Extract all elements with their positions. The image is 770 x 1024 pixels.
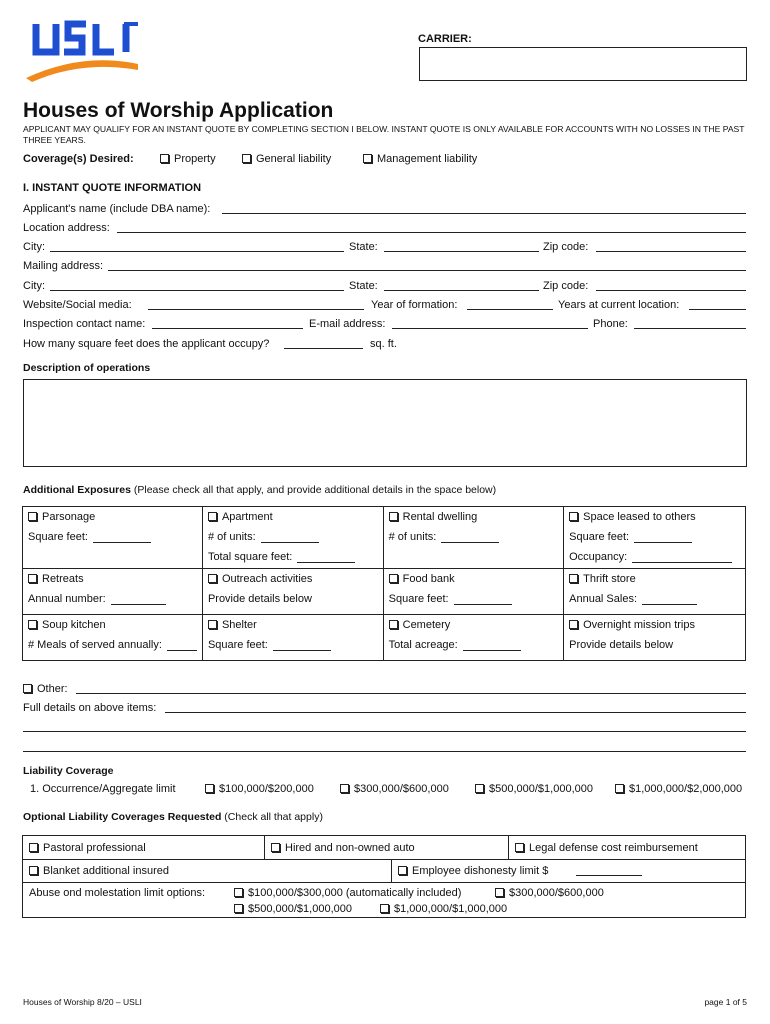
- exposure-cell: [23, 569, 203, 615]
- email-field[interactable]: [392, 328, 588, 329]
- detail-field[interactable]: [261, 532, 319, 543]
- exposure-soup-kitchen-checkbox[interactable]: [23, 615, 202, 635]
- optional-heading-note: (Check all that apply): [221, 811, 323, 823]
- exposure-title: Overnight mission trips: [583, 619, 695, 631]
- exposure-detail-label: Annual Sales:: [569, 593, 638, 605]
- zip-label: Zip code:: [543, 241, 589, 253]
- coverage-gl-checkbox[interactable]: [242, 153, 331, 165]
- exposure-parsonage-checkbox[interactable]: [23, 507, 202, 527]
- years-location-label: Years at current location:: [558, 299, 680, 311]
- limit-1m-checkbox[interactable]: [615, 783, 742, 795]
- option-label: Hired and non-owned auto: [285, 842, 415, 854]
- option-label: $300,000/$600,000: [509, 887, 604, 899]
- exposure-detail: [203, 589, 383, 609]
- optional-divider: [391, 859, 392, 882]
- detail-field[interactable]: [167, 640, 197, 651]
- exposure-title: Food bank: [402, 573, 455, 585]
- phone-field[interactable]: [634, 328, 746, 329]
- checkbox-icon: [28, 574, 37, 583]
- checkbox-icon: [234, 888, 243, 897]
- exposures-table: [22, 506, 746, 661]
- exposure-title: Thrift store: [583, 573, 636, 585]
- state-label: State:: [349, 241, 378, 253]
- mailing-zip-label: Zip code:: [543, 280, 589, 292]
- occurrence-label: 1. Occurrence/Aggregate limit: [30, 783, 176, 795]
- exposure-detail: [23, 527, 202, 547]
- checkbox-icon: [363, 154, 372, 163]
- limit-label: $100,000/$200,000: [219, 783, 314, 795]
- legal-defense-checkbox[interactable]: [515, 842, 698, 854]
- square-feet-field[interactable]: [284, 348, 363, 349]
- other-checkbox[interactable]: [23, 683, 68, 695]
- exposures-heading: [23, 484, 496, 496]
- coverage-option-label: General liability: [256, 153, 332, 165]
- abuse-1m-checkbox[interactable]: [380, 903, 507, 915]
- mailing-zip-field[interactable]: [596, 290, 746, 291]
- exposure-cell: [383, 507, 564, 569]
- exposure-title: Outreach activities: [221, 573, 313, 585]
- exposure-title: Soup kitchen: [42, 619, 106, 631]
- footer-page-number: page 1 of 5: [704, 997, 747, 1007]
- exposure-cell: [383, 569, 564, 615]
- checkbox-icon: [234, 904, 243, 913]
- email-label: E-mail address:: [309, 318, 386, 330]
- optional-divider: [23, 882, 745, 883]
- full-details-line-3[interactable]: [23, 751, 746, 752]
- website-field[interactable]: [148, 309, 364, 310]
- description-heading: Description of operations: [23, 362, 151, 374]
- coverage-option-label: Property: [174, 153, 216, 165]
- city-label: City:: [23, 241, 45, 253]
- location-address-field[interactable]: [117, 232, 746, 233]
- exposure-title: Cemetery: [402, 619, 451, 631]
- state-field[interactable]: [384, 251, 539, 252]
- years-location-field[interactable]: [689, 309, 746, 310]
- exposure-detail-label: Annual number:: [28, 593, 106, 605]
- abuse-label: Abuse ond molestation limit options:: [29, 887, 206, 899]
- checkbox-icon: [340, 784, 349, 793]
- optional-coverages-box: [22, 835, 746, 918]
- coverage-property-checkbox[interactable]: [160, 153, 216, 165]
- dishonesty-checkbox[interactable]: [398, 865, 548, 877]
- checkbox-icon: [208, 574, 217, 583]
- zip-field[interactable]: [596, 251, 746, 252]
- other-field[interactable]: [76, 693, 746, 694]
- exposure-outreach-checkbox[interactable]: [203, 569, 383, 589]
- description-textarea[interactable]: [23, 379, 747, 467]
- checkbox-icon: [495, 888, 504, 897]
- option-label: Legal defense cost reimbursement: [529, 842, 698, 854]
- detail-field[interactable]: [441, 532, 499, 543]
- exposure-cell: [202, 507, 383, 569]
- blanket-ai-checkbox[interactable]: [29, 865, 169, 877]
- exposure-title: Retreats: [42, 573, 84, 585]
- exposure-detail: [384, 589, 564, 609]
- exposure-cemetery-checkbox[interactable]: [384, 615, 564, 635]
- option-label: $1,000,000/$1,000,000: [394, 903, 508, 915]
- option-label: Employee dishonesty limit $: [412, 865, 549, 877]
- exposure-title: Rental dwelling: [402, 511, 478, 523]
- option-label: $100,000/$300,000 (automatically included): [248, 887, 462, 899]
- inspection-contact-field[interactable]: [152, 328, 303, 329]
- hired-auto-checkbox[interactable]: [271, 842, 415, 854]
- abuse-500k-checkbox[interactable]: [234, 903, 352, 915]
- instant-quote-notice: APPLICANT MAY QUALIFY FOR AN INSTANT QUOTE BY COMPLETING SECTION I BELOW. INSTANT QUOTE IS ONLY AVAILABLE FOR ACCOUNTS WITH NO LOSSES IN THE PAST THREE YEARS.: [23, 124, 745, 145]
- detail-field[interactable]: [634, 532, 692, 543]
- exposure-shelter-checkbox[interactable]: [203, 615, 383, 635]
- exposure-detail: [564, 527, 745, 547]
- page-title: Houses of Worship Application: [23, 99, 334, 122]
- pastoral-checkbox[interactable]: [29, 842, 146, 854]
- exposure-detail: [564, 635, 745, 655]
- detail-field[interactable]: [297, 552, 355, 563]
- exposure-cell: [383, 615, 564, 661]
- square-feet-question: How many square feet does the applicant occupy?: [23, 338, 270, 350]
- carrier-field[interactable]: [419, 47, 747, 81]
- checkbox-icon: [29, 866, 38, 875]
- checkbox-icon: [475, 784, 484, 793]
- detail-field[interactable]: [93, 532, 151, 543]
- mailing-state-label: State:: [349, 280, 378, 292]
- liability-heading: Liability Coverage: [23, 765, 114, 777]
- exposure-thrift-store-checkbox[interactable]: [564, 569, 745, 589]
- year-formation-label: Year of formation:: [371, 299, 458, 311]
- limit-label: $1,000,000/$2,000,000: [629, 783, 743, 795]
- limit-100k-checkbox[interactable]: [205, 783, 314, 795]
- phone-label: Phone:: [593, 318, 628, 330]
- limit-label: $500,000/$1,000,000: [489, 783, 593, 795]
- checkbox-icon: [398, 866, 407, 875]
- exposure-food-bank-checkbox[interactable]: [384, 569, 564, 589]
- checkbox-icon: [208, 512, 217, 521]
- mailing-city-field[interactable]: [50, 290, 344, 291]
- optional-heading: [23, 811, 323, 823]
- usli-logo: [22, 18, 142, 82]
- full-details-line-2[interactable]: [23, 731, 746, 732]
- city-field[interactable]: [50, 251, 344, 252]
- applicant-name-field[interactable]: [222, 213, 746, 214]
- detail-field[interactable]: [111, 594, 166, 605]
- exposure-detail-label: Total square feet:: [207, 551, 293, 563]
- exposure-title: Shelter: [221, 619, 257, 631]
- checkbox-icon: [569, 620, 578, 629]
- abuse-100k-checkbox[interactable]: [234, 887, 461, 899]
- mailing-address-field[interactable]: [108, 270, 746, 271]
- exposure-title: Space leased to others: [583, 511, 696, 523]
- detail-field[interactable]: [273, 640, 331, 651]
- mailing-city-label: City:: [23, 280, 45, 292]
- abuse-300k-checkbox[interactable]: [495, 887, 604, 899]
- website-label: Website/Social media:: [23, 299, 132, 311]
- section-heading: I. INSTANT QUOTE INFORMATION: [23, 182, 202, 194]
- limit-label: $300,000/$600,000: [354, 783, 449, 795]
- carrier-label: CARRIER:: [418, 33, 472, 45]
- exposure-cell: [564, 569, 746, 615]
- exposure-detail-label: Occupancy:: [569, 551, 628, 563]
- exposure-detail: [203, 635, 383, 655]
- inspection-contact-label: Inspection contact name:: [23, 318, 146, 330]
- checkbox-icon: [569, 512, 578, 521]
- coverage-label: Coverage(s) Desired:: [23, 153, 134, 165]
- optional-heading-text: Optional Liability Coverages Requested: [23, 811, 222, 823]
- exposure-detail-label: Square feet:: [207, 639, 268, 651]
- exposure-detail-label: Square feet:: [28, 531, 88, 543]
- checkbox-icon: [615, 784, 624, 793]
- exposure-detail: [203, 547, 383, 567]
- option-label: Blanket additional insured: [43, 865, 169, 877]
- exposure-detail-label: Provide details below: [207, 593, 312, 605]
- footer-form-id: Houses of Worship 8/20 – USLI: [23, 997, 142, 1007]
- exposure-detail: [384, 635, 564, 655]
- full-details-field[interactable]: [165, 712, 746, 713]
- exposure-cell: [564, 615, 746, 661]
- optional-divider: [508, 836, 509, 859]
- exposure-detail: [23, 635, 202, 655]
- exposure-detail-label: Total acreage:: [388, 639, 458, 651]
- checkbox-icon: [380, 904, 389, 913]
- detail-field[interactable]: [454, 594, 512, 605]
- exposure-mission-trips-checkbox[interactable]: [564, 615, 745, 635]
- exposure-detail-label: Provide details below: [569, 639, 674, 651]
- exposure-space-leased-checkbox[interactable]: [564, 507, 745, 527]
- exposure-cell: [23, 615, 203, 661]
- option-label: Pastoral professional: [43, 842, 146, 854]
- exposure-rental-checkbox[interactable]: [384, 507, 564, 527]
- exposure-detail-label: # Meals of served annually:: [28, 639, 162, 651]
- sq-ft-unit: sq. ft.: [370, 338, 397, 350]
- year-formation-field[interactable]: [467, 309, 553, 310]
- checkbox-icon: [569, 574, 578, 583]
- applicant-name-label: Applicant's name (include DBA name):: [23, 203, 211, 215]
- exposure-detail-label: Square feet:: [569, 531, 630, 543]
- optional-divider: [23, 859, 745, 860]
- dishonesty-limit-field[interactable]: [576, 875, 642, 876]
- checkbox-icon: [205, 784, 214, 793]
- exposure-title: Apartment: [221, 511, 273, 523]
- exposures-heading-text: Additional Exposures: [23, 484, 131, 496]
- mailing-state-field[interactable]: [384, 290, 539, 291]
- checkbox-icon: [389, 574, 398, 583]
- exposure-detail: [384, 527, 564, 547]
- exposure-cell: [564, 507, 746, 569]
- detail-field[interactable]: [632, 552, 732, 563]
- exposure-detail-label: # of units:: [388, 531, 437, 543]
- checkbox-icon: [389, 512, 398, 521]
- checkbox-icon: [28, 620, 37, 629]
- exposure-title: Parsonage: [42, 511, 96, 523]
- other-label: Other:: [37, 683, 68, 695]
- checkbox-icon: [208, 620, 217, 629]
- checkbox-icon: [28, 512, 37, 521]
- exposure-detail: [564, 589, 745, 609]
- limit-500k-checkbox[interactable]: [475, 783, 593, 795]
- exposure-cell: [23, 507, 203, 569]
- detail-field[interactable]: [463, 640, 521, 651]
- location-address-label: Location address:: [23, 222, 110, 234]
- checkbox-icon: [242, 154, 251, 163]
- full-details-label: Full details on above items:: [23, 702, 157, 714]
- detail-field[interactable]: [642, 594, 697, 605]
- exposure-cell: [202, 615, 383, 661]
- exposures-heading-note: (Please check all that apply, and provide additional details in the space below): [130, 484, 497, 496]
- checkbox-icon: [23, 684, 32, 693]
- checkbox-icon: [271, 843, 280, 852]
- exposure-detail-label: # of units:: [207, 531, 256, 543]
- option-label: $500,000/$1,000,000: [248, 903, 352, 915]
- checkbox-icon: [160, 154, 169, 163]
- optional-divider: [264, 836, 265, 859]
- exposure-detail-label: Square feet:: [388, 593, 449, 605]
- exposure-cell: [202, 569, 383, 615]
- checkbox-icon: [515, 843, 524, 852]
- exposure-retreats-checkbox[interactable]: [23, 569, 202, 589]
- limit-300k-checkbox[interactable]: [340, 783, 449, 795]
- exposure-detail: [564, 547, 745, 567]
- mailing-address-label: Mailing address:: [23, 260, 104, 272]
- coverage-ml-checkbox[interactable]: [363, 153, 477, 165]
- checkbox-icon: [389, 620, 398, 629]
- checkbox-icon: [29, 843, 38, 852]
- exposure-apartment-checkbox[interactable]: [203, 507, 383, 527]
- coverage-option-label: Management liability: [377, 153, 478, 165]
- exposure-detail: [203, 527, 383, 547]
- exposure-detail: [23, 589, 202, 609]
